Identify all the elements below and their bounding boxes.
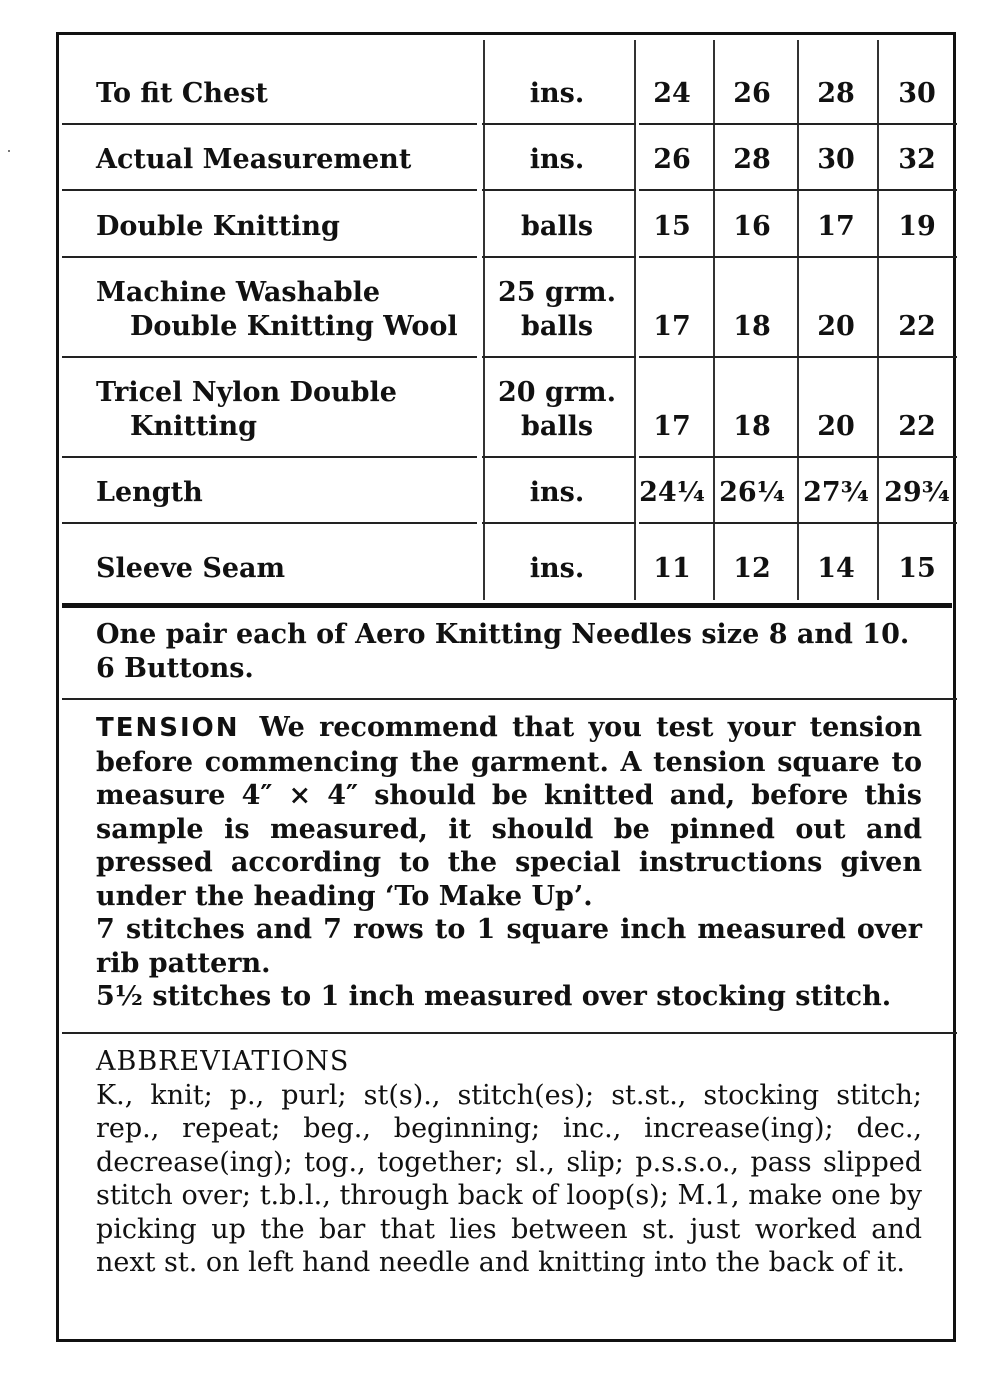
size-value: 26 xyxy=(653,144,691,175)
materials-needles: One pair each of Aero Knitting Needles size 8 and 10. xyxy=(96,619,910,650)
row-unit-line: 20 grm. xyxy=(497,377,617,408)
scan-speck xyxy=(8,150,10,152)
row-unit-line: balls xyxy=(520,311,594,342)
row-label xyxy=(96,276,458,344)
size-value: 32 xyxy=(898,144,936,175)
size-value: 19 xyxy=(898,211,936,242)
row-unit-line: ins. xyxy=(529,144,585,175)
tension-paragraph xyxy=(96,711,922,913)
row-unit-line: ins. xyxy=(529,477,585,508)
size-value: 15 xyxy=(898,553,936,584)
row-label xyxy=(96,476,203,510)
size-value: 30 xyxy=(898,78,936,109)
row-label-line: Double Knitting Wool xyxy=(130,311,458,342)
row-label-line: Knitting xyxy=(130,411,258,442)
size-value: 20 xyxy=(817,411,855,442)
row-unit xyxy=(482,276,632,344)
size-value: 22 xyxy=(898,411,936,442)
row-unit xyxy=(482,376,632,444)
row-unit-line: balls xyxy=(520,411,594,442)
row-unit xyxy=(482,552,632,586)
row-unit xyxy=(482,77,632,111)
size-value: 17 xyxy=(817,211,855,242)
tension-intro: We recommend that you test your tension before commencing the garment. A tension square to measure 4″ × 4″ should be knitted and, before this sample is measured, it should be pinned out and pressed according to the special instructions given under the heading ‘To Make Up’. xyxy=(96,712,922,912)
size-value: 26¼ xyxy=(719,477,785,508)
tension-rib: 7 stitches and 7 rows to 1 square inch measured over rib pattern. xyxy=(96,914,922,979)
row-label xyxy=(96,210,340,244)
size-value: 17 xyxy=(653,311,691,342)
row-label-line: Sleeve Seam xyxy=(96,553,286,584)
size-value: 24¼ xyxy=(639,477,705,508)
row-unit-line: ins. xyxy=(529,78,585,109)
size-value: 16 xyxy=(733,211,771,242)
row-label-line: To fit Chest xyxy=(96,78,268,109)
size-value: 28 xyxy=(733,144,771,175)
abbreviations-text: K., knit; p., purl; st(s)., stitch(es); st.st., stocking stitch; rep., repeat; beg., beginning; inc., increase(ing); dec., decrease(ing); tog., together; sl., slip; p.s.s.o., pass slipped stitch over; t.b.l., through back of loop(s); M.1, make one by picking up the bar that lies between st. just worked and next st. on left hand needle and knitting into the back of it. xyxy=(96,1079,922,1278)
row-label xyxy=(96,143,411,177)
table-bottom-rule xyxy=(62,603,952,608)
size-row xyxy=(62,191,957,258)
size-value: 29¾ xyxy=(884,477,950,508)
tension-divider xyxy=(62,1032,957,1034)
size-value: 18 xyxy=(733,411,771,442)
size-value: 12 xyxy=(733,553,771,584)
row-label-line: Tricel Nylon Double xyxy=(96,377,397,408)
row-unit xyxy=(482,476,632,510)
size-value: 15 xyxy=(653,211,691,242)
size-value: 17 xyxy=(653,411,691,442)
row-label xyxy=(96,376,397,444)
size-table xyxy=(62,0,957,600)
row-unit xyxy=(482,143,632,177)
row-unit-line: balls xyxy=(520,211,594,242)
size-row xyxy=(62,58,957,125)
size-value: 30 xyxy=(817,144,855,175)
row-label-line: Length xyxy=(96,477,203,508)
row-label-line: Actual Measurement xyxy=(96,144,412,175)
row-unit-line: ins. xyxy=(529,553,585,584)
abbreviations-section xyxy=(96,1045,922,1280)
size-value: 27¾ xyxy=(803,477,869,508)
size-row xyxy=(62,258,957,358)
row-label-line: Double Knitting xyxy=(96,211,340,242)
abbreviations-heading: ABBREVIATIONS xyxy=(96,1046,350,1077)
size-value: 20 xyxy=(817,311,855,342)
size-value: 26 xyxy=(733,78,771,109)
row-label xyxy=(96,77,268,111)
size-row xyxy=(62,358,957,458)
row-unit-line: 25 grm. xyxy=(497,277,617,308)
size-row xyxy=(62,125,957,191)
row-label xyxy=(96,552,285,586)
size-value: 22 xyxy=(898,311,936,342)
size-value: 11 xyxy=(653,553,691,584)
size-row xyxy=(62,524,957,600)
tension-section xyxy=(96,711,922,1014)
size-value: 18 xyxy=(733,311,771,342)
size-row xyxy=(62,458,957,524)
row-unit xyxy=(482,210,632,244)
size-value: 28 xyxy=(817,78,855,109)
materials-section xyxy=(96,618,922,685)
materials-divider xyxy=(62,698,957,700)
tension-heading: TENSION xyxy=(96,713,240,743)
tension-stocking: 5½ stitches to 1 inch measured over stocking stitch. xyxy=(96,981,892,1012)
size-value: 24 xyxy=(653,78,691,109)
size-value: 14 xyxy=(817,553,855,584)
materials-buttons: 6 Buttons. xyxy=(96,652,254,684)
row-label-line: Machine Washable xyxy=(96,277,381,308)
